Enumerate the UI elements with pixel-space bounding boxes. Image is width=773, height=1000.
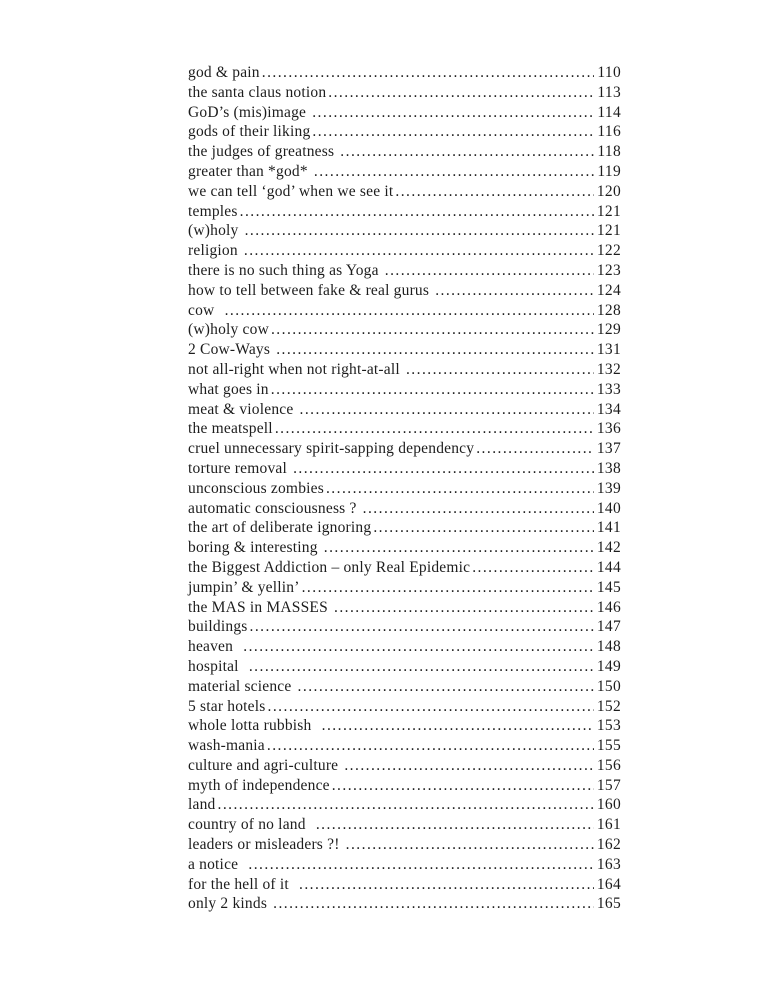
- dot-leader: [385, 261, 594, 281]
- dot-leader: [298, 677, 594, 697]
- toc-entry: [188, 103, 621, 123]
- dot-leader: [268, 697, 594, 717]
- toc-entry-title: religion: [188, 242, 242, 260]
- toc-entry-title: unconscious zombies: [188, 479, 324, 497]
- dot-leader: [334, 598, 594, 618]
- toc-entry-page: 122: [596, 242, 621, 260]
- toc-entry: [188, 697, 621, 717]
- toc-entry-title: not all-right when not right-at-all: [188, 360, 404, 378]
- toc-entry-page: 118: [597, 143, 621, 161]
- toc-entry: [188, 736, 621, 756]
- dot-leader: [262, 63, 595, 83]
- toc-entry-title: automatic consciousness ?: [188, 499, 361, 517]
- toc-entry-page: 113: [597, 83, 621, 101]
- toc-entry: [188, 419, 621, 439]
- toc-entry-title: country of no land: [188, 816, 314, 834]
- toc-entry-page: 134: [596, 400, 621, 418]
- dot-leader: [245, 221, 594, 241]
- toc-entry: [188, 657, 621, 677]
- toc-entry-page: 141: [596, 519, 621, 537]
- toc-entry-title: myth of independence: [188, 776, 330, 794]
- toc-entry-title: (w)holy: [188, 222, 243, 240]
- toc-entry-title: wash-mania: [188, 737, 265, 755]
- toc-entry-page: 150: [596, 677, 621, 695]
- dot-leader: [346, 835, 594, 855]
- toc-entry: [188, 162, 621, 182]
- toc-entry-page: 146: [596, 598, 621, 616]
- toc-entry-page: 153: [596, 717, 621, 735]
- dot-leader: [244, 241, 594, 261]
- dot-leader: [322, 716, 594, 736]
- toc-entry: [188, 182, 621, 202]
- toc-entry-title: how to tell between fake & real gurus: [188, 281, 434, 299]
- toc-entry-title: the santa claus notion: [188, 83, 327, 101]
- toc-entry-page: 161: [596, 816, 621, 834]
- dot-leader: [316, 815, 594, 835]
- dot-leader: [271, 380, 594, 400]
- toc-entry-title: what goes in: [188, 380, 269, 398]
- toc-entry-title: the Biggest Addiction – only Real Epidemic: [188, 558, 471, 576]
- toc-entry-title: buildings: [188, 618, 248, 636]
- toc-entry-page: 160: [596, 796, 621, 814]
- toc-entry: [188, 320, 621, 340]
- toc-entry-title: greater than *god*: [188, 162, 312, 180]
- toc-entry-page: 119: [597, 162, 621, 180]
- dot-leader: [326, 479, 594, 499]
- toc-entry-page: 142: [596, 539, 621, 557]
- toc-entry: [188, 776, 621, 796]
- toc-entry-page: 140: [596, 499, 621, 517]
- dot-leader: [293, 459, 594, 479]
- dot-leader: [300, 400, 594, 420]
- dot-leader: [267, 736, 594, 756]
- toc-entry-title: the MAS in MASSES: [188, 598, 332, 616]
- toc-entry-title: jumpin’ & yellin’: [188, 578, 300, 596]
- toc-entry: [188, 281, 621, 301]
- toc-entry: [188, 538, 621, 558]
- toc-entry: [188, 63, 621, 83]
- toc-entry: [188, 459, 621, 479]
- toc-entry-page: 149: [596, 657, 621, 675]
- toc-entry: [188, 558, 621, 578]
- toc-entry-page: 133: [596, 380, 621, 398]
- dot-leader: [243, 637, 594, 657]
- toc-entry-title: 5 star hotels: [188, 697, 266, 715]
- toc-entry-title: (w)holy cow: [188, 321, 269, 339]
- toc-entry: [188, 261, 621, 281]
- toc-entry-page: 162: [596, 836, 621, 854]
- toc-entry: [188, 122, 621, 142]
- toc-entry-page: 123: [596, 261, 621, 279]
- toc-entry-title: temples: [188, 202, 238, 220]
- toc-entry-page: 136: [596, 420, 621, 438]
- toc-entry: [188, 855, 621, 875]
- dot-leader: [299, 875, 594, 895]
- toc-entry-title: heaven: [188, 638, 242, 656]
- toc-entry-title: god & pain: [188, 64, 260, 81]
- toc-entry-page: 156: [596, 756, 621, 774]
- toc-entry: [188, 795, 621, 815]
- toc-entry-title: cow: [188, 301, 223, 319]
- toc-entry: [188, 83, 621, 103]
- toc-entry-page: 132: [596, 360, 621, 378]
- toc-entry: [188, 499, 621, 519]
- toc-entry-title: there is no such thing as Yoga: [188, 261, 383, 279]
- toc-entry-page: 148: [596, 638, 621, 656]
- toc-entry-page: 110: [597, 64, 621, 81]
- toc-entry-page: 116: [597, 123, 621, 141]
- toc-entry: [188, 439, 621, 459]
- toc-entry-title: culture and agri-culture: [188, 756, 343, 774]
- dot-leader: [344, 756, 594, 776]
- dot-leader: [302, 578, 594, 598]
- toc-entry-page: 145: [596, 578, 621, 596]
- toc-entry-page: 147: [596, 618, 621, 636]
- toc-entry: [188, 578, 621, 598]
- dot-leader: [273, 894, 594, 914]
- toc-entry: [188, 221, 621, 241]
- toc-entry-title: land: [188, 796, 216, 814]
- toc-entry-page: 139: [596, 479, 621, 497]
- toc-entry: [188, 340, 621, 360]
- toc-entry-page: 129: [596, 321, 621, 339]
- toc-entry-title: only 2 kinds: [188, 895, 272, 913]
- toc-entry-title: boring & interesting: [188, 539, 322, 557]
- dot-leader: [218, 795, 594, 815]
- dot-leader: [276, 340, 594, 360]
- toc-entry-page: 155: [596, 737, 621, 755]
- toc-entry: [188, 301, 621, 321]
- dot-leader: [314, 162, 595, 182]
- dot-leader: [312, 122, 594, 142]
- dot-leader: [435, 281, 594, 301]
- toc-entry: [188, 518, 621, 538]
- dot-leader: [472, 558, 594, 578]
- toc-entry: [188, 716, 621, 736]
- toc-entry-title: hospital: [188, 657, 247, 675]
- toc-entry: [188, 241, 621, 261]
- dot-leader: [363, 499, 594, 519]
- toc-entry-page: 157: [596, 776, 621, 794]
- toc-entry-page: 138: [596, 459, 621, 477]
- dot-leader: [312, 103, 594, 123]
- dot-leader: [275, 419, 594, 439]
- toc-entry: [188, 894, 621, 914]
- toc-entry-page: 164: [596, 875, 621, 893]
- toc-entry-title: gods of their liking: [188, 123, 311, 141]
- dot-leader: [324, 538, 594, 558]
- toc-entry: [188, 835, 621, 855]
- toc-entry-page: 124: [596, 281, 621, 299]
- dot-leader: [476, 439, 594, 459]
- toc-entry-title: cruel unnecessary spirit-sapping dependency: [188, 440, 475, 458]
- toc-entry: [188, 815, 621, 835]
- dot-leader: [240, 202, 594, 222]
- toc-entry-title: the art of deliberate ignoring: [188, 519, 372, 537]
- toc-entry-page: 120: [596, 182, 621, 200]
- toc-entry-title: a notice: [188, 855, 247, 873]
- toc-entry-title: we can tell ‘god’ when we see it: [188, 182, 394, 200]
- toc-entry-page: 163: [596, 855, 621, 873]
- toc-entry: [188, 360, 621, 380]
- toc-entry-page: 114: [597, 103, 621, 121]
- toc-entry-page: 165: [596, 895, 621, 913]
- toc-entry-page: 121: [596, 222, 621, 240]
- toc-entry: [188, 202, 621, 222]
- toc-entry: [188, 380, 621, 400]
- toc-entry-page: 144: [596, 558, 621, 576]
- toc-entry-title: torture removal: [188, 459, 292, 477]
- dot-leader: [248, 855, 593, 875]
- toc-entry: [188, 677, 621, 697]
- toc-entry: [188, 400, 621, 420]
- toc-entry: [188, 875, 621, 895]
- dot-leader: [271, 320, 594, 340]
- toc-entry-page: 131: [596, 341, 621, 359]
- toc-entry-page: 121: [596, 202, 621, 220]
- dot-leader: [225, 301, 594, 321]
- toc-entry-title: meat & violence: [188, 400, 298, 418]
- dot-leader: [406, 360, 594, 380]
- toc-entry-page: 152: [596, 697, 621, 715]
- dot-leader: [340, 142, 594, 162]
- toc-entry: [188, 598, 621, 618]
- toc-entry-title: for the hell of it: [188, 875, 298, 893]
- toc-entry-title: material science: [188, 677, 296, 695]
- dot-leader: [250, 617, 594, 637]
- dot-leader: [328, 83, 594, 103]
- toc-entry-page: 137: [596, 440, 621, 458]
- toc-entry: [188, 617, 621, 637]
- toc-entry-title: the meatspell: [188, 420, 273, 438]
- toc-entry-title: the judges of greatness: [188, 143, 339, 161]
- table-of-contents: [188, 63, 621, 914]
- toc-entry: [188, 756, 621, 776]
- dot-leader: [332, 776, 594, 796]
- dot-leader: [373, 518, 594, 538]
- toc-entry: [188, 479, 621, 499]
- toc-entry-title: leaders or misleaders ?!: [188, 836, 344, 854]
- toc-entry-title: 2 Cow-Ways: [188, 341, 275, 359]
- toc-entry: [188, 637, 621, 657]
- dot-leader: [249, 657, 594, 677]
- toc-entry-title: GoD’s (mis)image: [188, 103, 311, 121]
- toc-entry-title: whole lotta rubbish: [188, 717, 320, 735]
- toc-entry-page: 128: [596, 301, 621, 319]
- dot-leader: [395, 182, 593, 202]
- toc-entry: [188, 142, 621, 162]
